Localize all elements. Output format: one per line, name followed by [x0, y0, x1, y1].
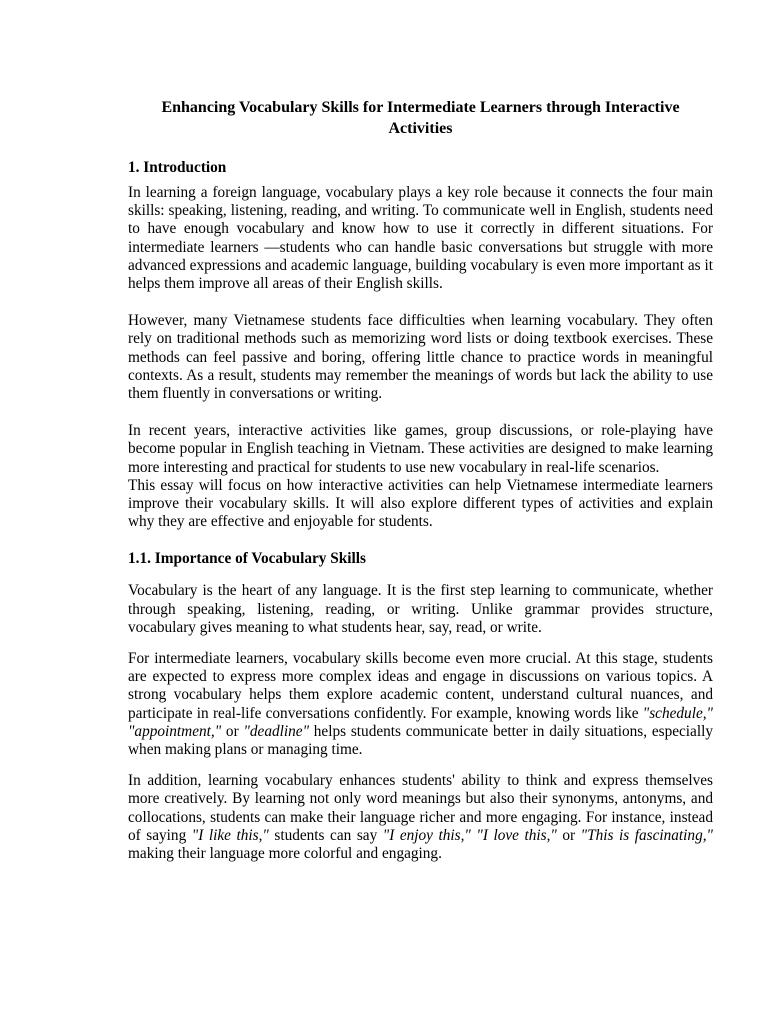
example-word: "appointment," — [128, 722, 222, 740]
importance-paragraph-1: Vocabulary is the heart of any language. It is the first step learning to communicate, whether through speaking, listening, reading, or writing. Unlike grammar provides structure, vocabulary gives meaning to what students hear, say, read, or write. — [128, 582, 713, 636]
intro-paragraph-2: However, many Vietnamese students face difficulties when learning vocabulary. They often rely on traditional methods such as memorizing word lists or doing textbook exercises. These methods can feel passive and boring, offering little chance to practice words in meaningful contexts. As a result, students may remember the meanings of words but lack the ability to use them fluently in conversations or writing. — [128, 312, 713, 403]
document-page — [128, 97, 713, 863]
importance-paragraph-3 — [128, 772, 713, 863]
text-run: or — [556, 826, 581, 844]
example-phrase: "I like this," — [191, 826, 269, 844]
section-heading-introduction: 1. Introduction — [128, 159, 227, 176]
intro-paragraph-3: In recent years, interactive activities like games, group discussions, or role-playing have become popular in English teaching in Vietnam. These activities are designed to make learning more interesting and practical for students to use new vocabulary in real-life scenarios. — [128, 422, 713, 476]
section-heading-importance: 1.1. Importance of Vocabulary Skills — [128, 550, 366, 568]
intro-paragraph-4: This essay will focus on how interactive activities can help Vietnamese intermediate learners improve their vocabulary skills. It will also explore different types of activities and explain why they are effective and enjoyable for students. — [128, 476, 713, 531]
example-phrase: "I enjoy this," "I love this," — [382, 826, 557, 844]
text-run: In addition, learning vocabulary enhances students' ability to think and express themselves more creatively. By learning not only word meanings but also their synonyms, antonyms, and collocations, students can make their language richer and more engaging. For instance, instead of saying — [128, 772, 713, 844]
example-phrase: "This is fascinating," — [580, 826, 713, 844]
example-word: "deadline" — [243, 722, 309, 740]
intro-paragraph-1: In learning a foreign language, vocabulary plays a key role because it connects the four main skills: speaking, listening, reading, and writing. To communicate well in English, students need to have enough vocabulary and know how to use it correctly in different situations. For intermediate learners —students who can handle basic conversations but struggle with more advanced expressions and academic language, building vocabulary is even more important as it helps them improve all areas of their English skills. — [128, 184, 713, 293]
text-run: For intermediate learners, vocabulary skills become even more crucial. At this stage, students are expected to express more complex ideas and engage in discussions on various topics. A strong vocabulary helps them explore academic content, understand cultural nuances, and participate in real-life conversations confidently. For example, knowing words like — [128, 650, 713, 722]
text-run: making their language more colorful and engaging. — [128, 845, 442, 863]
importance-paragraph-2 — [128, 650, 713, 759]
text-run: or — [221, 722, 244, 740]
text-run: helps students communicate better in daily situations, especially when making plans or managing time. — [128, 722, 713, 759]
example-word: "schedule," — [642, 704, 713, 722]
document-title: Enhancing Vocabulary Skills for Intermediate Learners through Interactive Activities — [161, 99, 680, 137]
text-run: students can say — [268, 826, 383, 844]
